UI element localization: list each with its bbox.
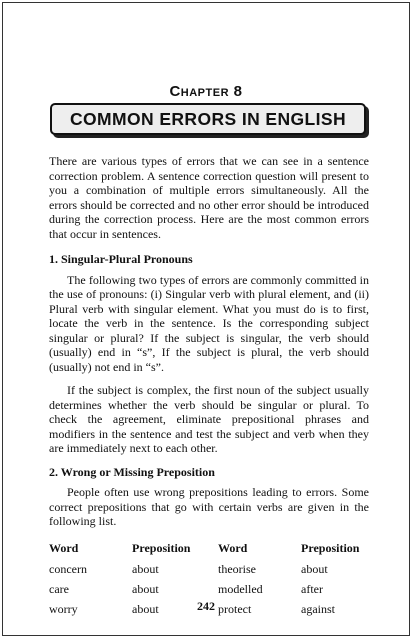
table-header: Preposition <box>301 541 360 556</box>
table-row <box>49 560 369 580</box>
table-cell: after <box>301 582 323 597</box>
page-content <box>49 154 369 620</box>
table-cell: about <box>132 562 159 577</box>
table-row <box>49 580 369 600</box>
table-header-row <box>49 538 369 560</box>
table-cell: about <box>301 562 328 577</box>
section-1-heading: 1. Singular-Plural Pronouns <box>49 252 193 266</box>
intro-paragraph: There are various types of errors that we can see in a sentence correction problem. A sentence correction question will present to you a combination of multiple errors simultaneously. All the errors should be corrected and no other error should be introduced during the correction process. Here are the most common errors that occur in sentences. <box>49 154 369 241</box>
section-1-paragraph-1: The following two types of errors are commonly committed in the use of pronouns: (i) Singular verb with plural element, and (ii) Plural verb with singular element. What you must do is to first, locate the verb in the sentence. Is the corresponding subject singular or plural? If the subject is singular, the verb should (usually) end in “s”, If the subject is plural, the verb should (usually) not end in “s”. <box>49 272 369 374</box>
chapter-title: COMMON ERRORS IN ENGLISH <box>70 108 346 129</box>
table-cell: concern <box>49 562 87 577</box>
chapter-label-text: Chapter 8 <box>169 83 243 100</box>
table-cell: against <box>301 602 335 617</box>
section-2-heading: 2. Wrong or Missing Preposition <box>49 464 215 479</box>
table-cell: protect <box>218 602 252 617</box>
table-cell: theorise <box>218 562 256 577</box>
chapter-label <box>3 83 409 100</box>
section-2-paragraph-1: People often use wrong prepositions leading to errors. Some correct prepositions that go with certain verbs are given in the following list. <box>49 485 369 528</box>
table-cell: worry <box>49 602 78 617</box>
section-1-paragraph-2: If the subject is complex, the first noun of the subject usually determines whether the verb should be singular or plural. To check the agreement, eliminate prepositional phrases and modifiers in the sentence and test the subject and verb when they are immediately next to each other. <box>49 383 369 455</box>
page-number: 242 <box>197 599 215 613</box>
table-cell: about <box>132 582 159 597</box>
table-cell: modelled <box>218 582 263 597</box>
table-cell: care <box>49 582 69 597</box>
table-header: Word <box>218 541 248 556</box>
table-cell: about <box>132 602 159 617</box>
table-header: Preposition <box>132 541 191 556</box>
chapter-title-box <box>50 103 366 135</box>
book-page <box>2 2 410 636</box>
table-header: Word <box>49 541 79 556</box>
